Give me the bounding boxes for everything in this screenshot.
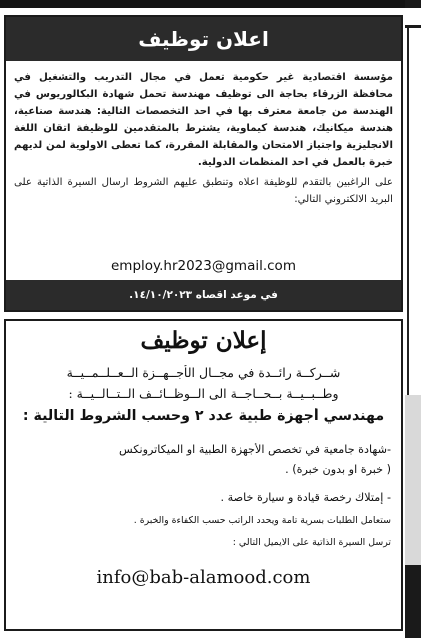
ad2-requirement-1-line-1: -شهادة جامعية في تخصص الأجهزة الطبية او الميكاترونكس: [119, 443, 391, 456]
ad1-body: [14, 69, 393, 208]
ad2-confidentiality-note: ستعامل الطلبات بسرية تامة ويحدد الراتب حسب الكفاءة والخبرة .: [133, 515, 391, 526]
ad2-intro-line-1: شــركــة رائــدة في مجــال الأجــهــزة الــعــلــمــيــة: [66, 365, 341, 380]
ad1-email[interactable]: employ.hr2023@gmail.com: [111, 258, 296, 274]
ad2-email[interactable]: info@bab-alamood.com: [96, 567, 311, 588]
ad1-deadline-banner: [6, 280, 401, 310]
ad2-title: إعلان توظيف: [140, 327, 267, 354]
ad2-requirement-2: - إمتلاك رخصة قيادة و سيارة خاصة .: [220, 491, 391, 504]
ad1-paragraph-1: مؤسسة اقتصادية غير حكومية تعمل في مجال التدريب والتشغيل في محافظة الزرقاء بحاجة الى توظيف مهندسة تحمل شهادة البكالوريوس في الهندسة من جامعة معترف بها في احد التخصصات التالية: هندسة صناعية، هندسة ميكانيك، هندسة كيماوية، يشترط بالمتقدمين للوظيفة اتقان اللغة الانجليزية واجتياز الامتحان والمقابلة المقررة، كما تعطى الاولوية لمن لديهم خبرة بالعمل في احد المنظمات الدولية.: [14, 72, 393, 169]
top-rule: [0, 0, 405, 8]
ad2-requirement-1-line-2: ( خبرة او بدون خبرة) .: [285, 463, 391, 476]
ad1-paragraph-2: على الراغبين بالتقدم للوظيفة اعلاه وتنطبق عليهم الشروط ارسال السيرة الذاتية على البريد الالكتروني التالي:: [14, 176, 393, 205]
job-ad-medical-devices: [4, 319, 403, 631]
ad2-send-cv-instruction: ترسل السيرة الذاتية على الايميل التالي :: [232, 537, 391, 548]
ad2-position-heading: مهندسي أجهزة طبية عدد ٢ وحسب الشروط التالية :: [22, 408, 385, 424]
adjacent-column-strip: [405, 0, 421, 638]
ad1-title-banner: [6, 17, 401, 61]
ad2-intro-line-2: وطــبــيــة بــحــاجــة الى الــوظــائــف الــتــالــيــة :: [68, 386, 339, 401]
ad1-deadline: في موعد اقصاه ١٤/١٠/٢٠٢٣.: [129, 289, 278, 301]
ad1-title: اعلان توظيف: [138, 27, 269, 51]
job-ad-engineer-zarqa: [4, 15, 403, 312]
